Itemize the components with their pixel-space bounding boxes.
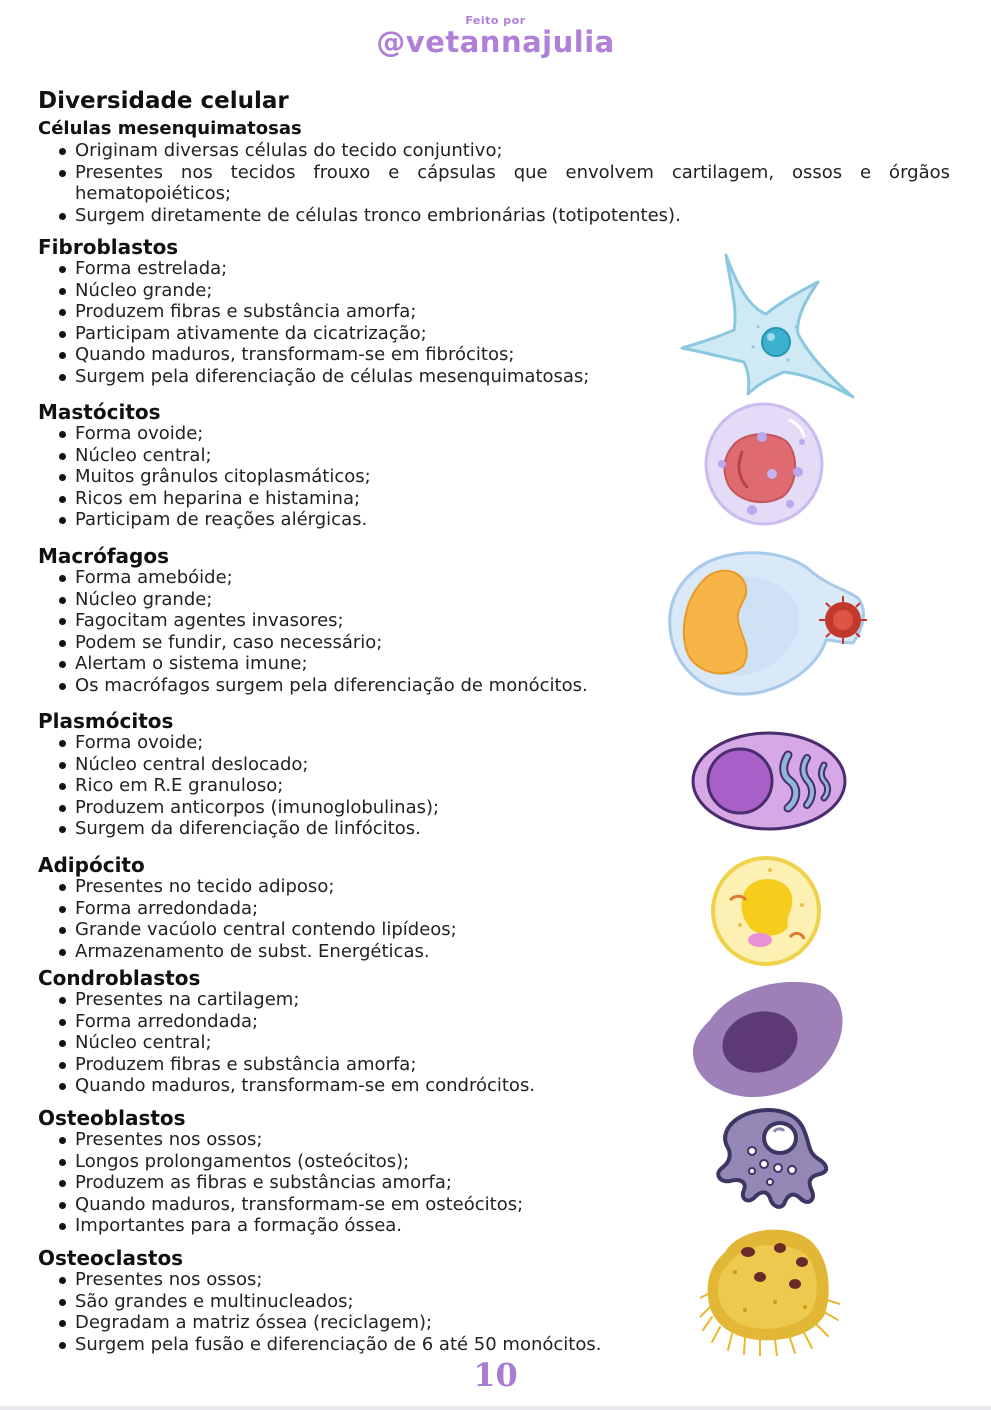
list-item: Presentes nos ossos; (75, 1129, 950, 1151)
list-item: Núcleo central; (75, 445, 950, 467)
list-item: Presentes nos ossos; (75, 1269, 950, 1291)
list-item: Forma amebóide; (75, 567, 950, 589)
list-item: Presentes no tecido adiposo; (75, 876, 950, 898)
list-item: Rico em R.E granuloso; (75, 775, 950, 797)
list-item: Forma estrelada; (75, 258, 950, 280)
list-item: Produzem anticorpos (imunoglobulinas); (75, 797, 950, 819)
list-item: Grande vacúolo central contendo lipídeos; (75, 919, 950, 941)
bullet-list (38, 140, 950, 226)
section-heading: Condroblastos (38, 966, 201, 990)
list-item: Surgem diretamente de células tronco embrionárias (totipotentes). (75, 205, 950, 227)
list-item: Armazenamento de subst. Energéticas. (75, 941, 950, 963)
list-item: Presentes nos tecidos frouxo e cápsulas que envolvem cartilagem, ossos e órgãos hematopoiéticos; (75, 161, 950, 204)
list-item: Núcleo grande; (75, 280, 950, 302)
list-item: Os macrófagos surgem pela diferenciação de monócitos. (75, 675, 950, 697)
fibroblast-illustration (678, 252, 858, 402)
list-item: Presentes na cartilagem; (75, 989, 950, 1011)
section-heading: Osteoclastos (38, 1246, 184, 1270)
section-heading: Macrófagos (38, 544, 170, 568)
chondroblast-illustration (690, 980, 848, 1100)
list-item: Ricos em heparina e histamina; (75, 488, 950, 510)
list-item: Produzem fibras e substância amorfa; (75, 1054, 950, 1076)
list-item: São grandes e multinucleados; (75, 1291, 950, 1313)
list-item: Núcleo grande; (75, 589, 950, 611)
page-number: 10 (473, 1356, 518, 1394)
list-item: Participam de reações alérgicas. (75, 509, 950, 531)
osteoclast-illustration (700, 1222, 840, 1356)
list-item: Produzem fibras e substância amorfa; (75, 301, 950, 323)
list-item: Fagocitam agentes invasores; (75, 610, 950, 632)
list-item: Quando maduros, transformam-se em fibrócitos; (75, 344, 950, 366)
list-item: Surgem da diferenciação de linfócitos. (75, 818, 950, 840)
list-item: Surgem pela diferenciação de células mesenquimatosas; (75, 366, 950, 388)
section-heading: Adipócito (38, 853, 145, 877)
section-heading: Mastócitos (38, 400, 161, 424)
list-item: Forma arredondada; (75, 898, 950, 920)
osteoblast-illustration (712, 1106, 832, 1210)
list-item: Degradam a matriz óssea (reciclagem); (75, 1312, 950, 1334)
list-item: Originam diversas células do tecido conjuntivo; (75, 140, 950, 162)
list-item: Forma ovoide; (75, 732, 950, 754)
list-item: Núcleo central; (75, 1032, 950, 1054)
page-title: Diversidade celular (38, 88, 289, 114)
list-item: Surgem pela fusão e diferenciação de 6 até 50 monócitos. (75, 1334, 950, 1356)
section-heading: Plasmócitos (38, 709, 174, 733)
made-by-label: Feito por (465, 14, 526, 27)
list-item: Forma arredondada; (75, 1011, 950, 1033)
list-item: Muitos grânulos citoplasmáticos; (75, 466, 950, 488)
section-mesenquimatosas (38, 118, 950, 226)
list-item: Participam ativamente da cicatrização; (75, 323, 950, 345)
author-header (0, 14, 991, 59)
list-item: Longos prolongamentos (osteócitos); (75, 1151, 950, 1173)
list-item: Importantes para a formação óssea. (75, 1215, 950, 1237)
macrophage-illustration (668, 548, 878, 698)
list-item: Podem se fundir, caso necessário; (75, 632, 950, 654)
author-handle: @vetannajulia (376, 25, 615, 59)
list-item: Núcleo central deslocado; (75, 754, 950, 776)
list-item: Forma ovoide; (75, 423, 950, 445)
adipocyte-illustration (710, 855, 822, 967)
list-item: Quando maduros, transformam-se em condrócitos. (75, 1075, 950, 1097)
section-heading: Fibroblastos (38, 235, 179, 259)
list-item: Alertam o sistema imune; (75, 653, 950, 675)
section-heading: Células mesenquimatosas (38, 118, 302, 139)
list-item: Quando maduros, transformam-se em osteócitos; (75, 1194, 950, 1216)
plasma-cell-illustration (690, 730, 848, 832)
bottom-divider (0, 1406, 991, 1410)
mast-cell-illustration (702, 402, 826, 526)
list-item: Produzem as fibras e substâncias amorfa; (75, 1172, 950, 1194)
section-heading: Osteoblastos (38, 1106, 186, 1130)
